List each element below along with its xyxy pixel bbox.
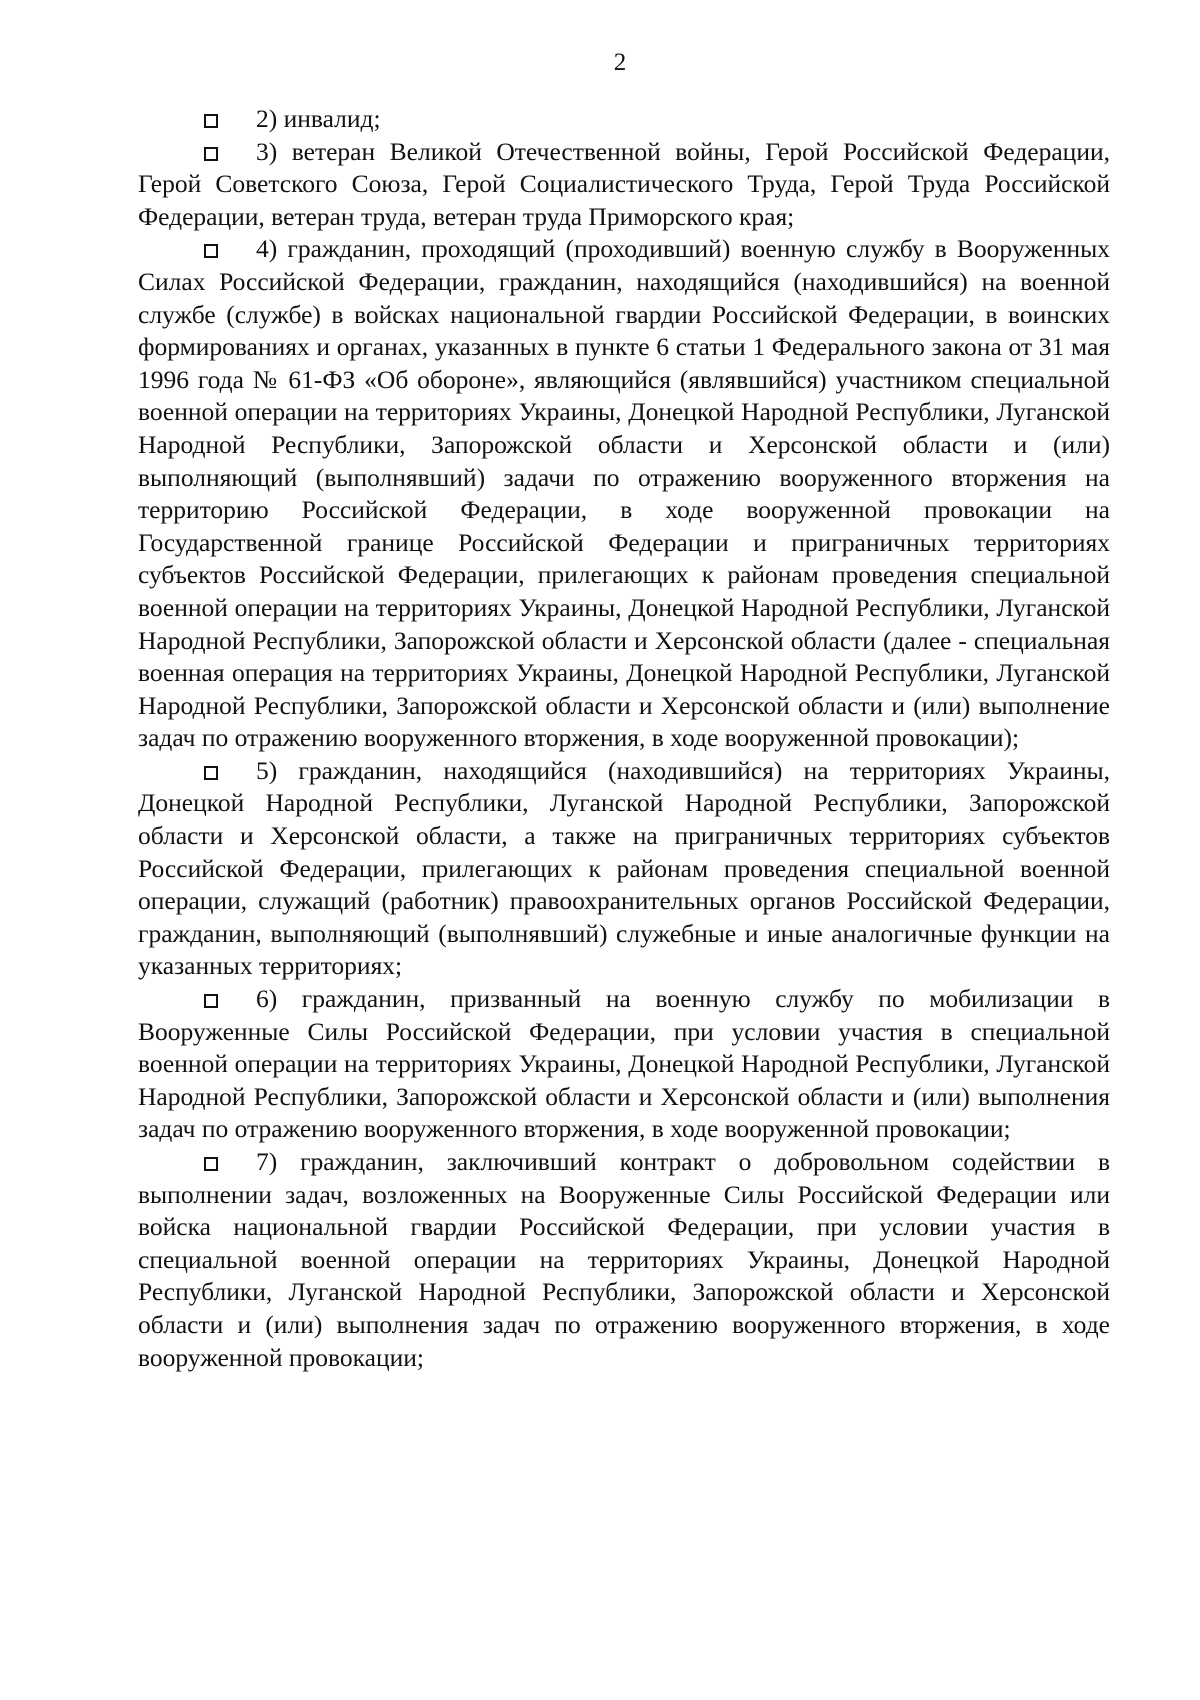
checkbox-icon (204, 994, 218, 1008)
list-item-5 (138, 755, 1110, 983)
list-item-4 (138, 233, 1110, 755)
list-item-7 (138, 1146, 1110, 1374)
item-text: 4) гражданин, проходящий (проходивший) военную службу в Вооруженных Силах Российской Федерации, гражданин, находящийся (находившийся) на военной службе (службе) в войсках национальной гвардии Российской Федерации, в воинских формированиях и органах, указанных в пункте 6 статьи 1 Федерального закона от 31 мая 1996 года № 61-ФЗ «Об обороне», являющийся (являвшийся) участником специальной военной операции на территориях Украины, Донецкой Народной Республики, Луганской Народной Республики, Запорожской области и Херсонской области и (или) выполняющий (выполнявший) задачи по отражению вооруженного вторжения на территорию Российской Федерации, в ходе вооруженной провокации на Государственной границе Российской Федерации и приграничных территориях субъектов Российской Федерации, прилегающих к районам проведения специальной военной операции на территориях Украины, Донецкой Народной Республики, Луганской Народной Республики, Запорожской области и Херсонской области (далее - специальная военная операция на территориях Украины, Донецкой Народной Республики, Луганской Народной Республики, Запорожской области и Херсонской области и (или) выполнение задач по отражению вооруженного вторжения, в ходе вооруженной провокации); (138, 234, 1110, 753)
checkbox-icon (204, 114, 218, 128)
item-text: 2) инвалид; (256, 104, 381, 133)
list-item-6 (138, 983, 1110, 1146)
checkbox-icon (204, 147, 218, 161)
item-text: 3) ветеран Великой Отечественной войны, Герой Российской Федерации, Герой Советского Союза, Герой Социалистического Труда, Герой Труда Российской Федерации, ветеран труда, ветеран труда Приморского края; (138, 136, 1110, 231)
checkbox-icon (204, 1157, 218, 1171)
page-number: 2 (613, 49, 627, 76)
item-text: 7) гражданин, заключивший контракт о добровольном содействии в выполнении задач, возложенных на Вооруженные Силы Российской Федерации или войска национальной гвардии Российской Федерации, при условии участия в специальной военной операции на территориях Украины, Донецкой Народной Республики, Луганской Народной Республики, Запорожской области и Херсонской области и (или) выполнения задач по отражению вооруженного вторжения, в ходе вооруженной провокации; (138, 1147, 1110, 1372)
item-text: 6) гражданин, призванный на военную службу по мобилизации в Вооруженные Силы Российской Федерации, при условии участия в специальной военной операции на территориях Украины, Донецкой Народной Республики, Луганской Народной Республики, Запорожской области и Херсонской области и (или) выполнения задач по отражению вооруженного вторжения, в ходе вооруженной провокации; (138, 984, 1110, 1144)
checkbox-icon (204, 766, 218, 780)
list-item-2 (138, 103, 1110, 136)
list-item-3 (138, 136, 1110, 234)
item-text: 5) гражданин, находящийся (находившийся) на территориях Украины, Донецкой Народной Республики, Луганской Народной Республики, Запорожской области и Херсонской области, а также на приграничных территориях субъектов Российской Федерации, прилегающих к районам проведения специальной военной операции, служащий (работник) правоохранительных органов Российской Федерации, гражданин, выполняющий (выполнявший) служебные и иные аналогичные функции на указанных территориях; (138, 755, 1110, 981)
document-body (138, 103, 1110, 1374)
checkbox-icon (204, 244, 218, 258)
